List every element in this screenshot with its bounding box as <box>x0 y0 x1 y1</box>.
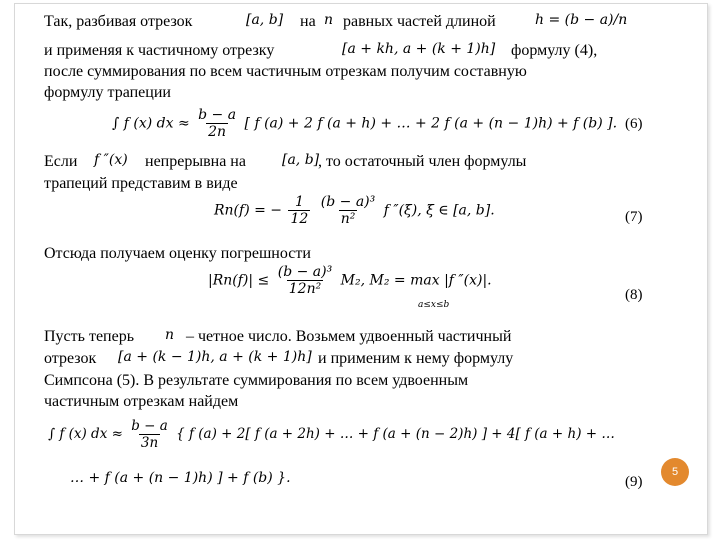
text-line-5b: непрерывна на <box>145 153 246 170</box>
interval-ab: [a, b] <box>246 12 284 28</box>
text-line-2b: формулу (4), <box>511 42 598 59</box>
equation-6 <box>112 107 617 140</box>
text-line-10: Симпсона (5). В результате суммирования по всем удвоенным <box>44 372 469 389</box>
partial-interval: [a + kh, a + (k + 1)h] <box>342 41 496 57</box>
eq6-frac-den: 2n <box>208 124 227 140</box>
eq9-fraction <box>129 418 170 451</box>
eq9-line2-body: … + f (a + (n − 1)h) ] + f (b) }. <box>70 470 291 486</box>
eq6-body: [ f (a) + 2 f (a + h) + … + 2 f (a + (n − 1)h) + f (b) ]. <box>244 115 618 132</box>
eq9-lhs: ∫ f (x) dx ≈ <box>48 426 123 442</box>
text-line-4: формулу трапеции <box>44 84 171 101</box>
text-line-6: трапеций представим в виде <box>44 175 238 192</box>
h-definition: h = (b − a)/n <box>535 12 628 28</box>
text-line-1b: на <box>300 13 316 30</box>
eq7-number: (7) <box>625 209 643 225</box>
second-derivative: f ″(x) <box>94 152 128 168</box>
eq7-fraction-2 <box>319 194 377 227</box>
text-line-1a: Так, разбивая отрезок <box>44 13 193 30</box>
eq7-frac2-den: n² <box>340 211 356 227</box>
text-line-9b: и применим к нему формулу <box>318 350 514 367</box>
eq8-max-limit: a≤x≤b <box>418 300 450 310</box>
text-line-7: Отсюда получаем оценку погрешности <box>44 245 311 262</box>
eq8-fraction <box>276 264 334 297</box>
text-line-5a: Если <box>44 153 78 170</box>
text-line-8b: – четное число. Возьмем удвоенный частичный <box>186 328 512 345</box>
eq6-fraction <box>196 107 238 140</box>
eq7-frac1-num: 1 <box>294 194 304 210</box>
eq7-frac1-den: 12 <box>290 211 309 227</box>
text-line-11: частичным отрезкам найдем <box>44 393 239 410</box>
eq8-frac-num: (b − a)³ <box>277 264 333 280</box>
text-line-1c: равных частей длиной <box>343 13 496 30</box>
equation-8 <box>208 264 492 297</box>
eq6-number: (6) <box>625 116 643 132</box>
double-interval: [a + (k − 1)h, a + (k + 1)h] <box>118 349 312 365</box>
eq7-frac2-num: (b − a)³ <box>320 194 376 210</box>
text-line-5c: , то остаточный член формулы <box>318 153 527 170</box>
interval-ab-2: [a, b] <box>282 152 320 168</box>
eq7-tail: f ″(ξ), ξ ∈ [a, b]. <box>383 202 495 219</box>
eq9-number: (9) <box>625 474 643 490</box>
eq7-fraction-1 <box>288 194 310 227</box>
eq9-line1-body: { f (a) + 2[ f (a + 2h) + … + f (a + (n − 2)h) ] + 4[ f (a + h) + … <box>176 426 615 442</box>
eq6-frac-num: b − a <box>198 107 237 123</box>
eq8-tail: M₂, M₂ = max |f ″(x)|. <box>340 272 492 289</box>
text-line-2a: и применяя к частичному отрезку <box>44 42 275 59</box>
equation-9-line-2 <box>70 470 291 486</box>
equation-7 <box>214 194 495 227</box>
var-n: n <box>324 12 334 28</box>
eq8-lhs: |Rn(f)| ≤ <box>208 272 270 289</box>
var-n-2: n <box>165 327 175 343</box>
eq9-frac-num: b − a <box>131 418 168 434</box>
eq6-lhs: ∫ f (x) dx ≈ <box>112 115 190 132</box>
text-line-8a: Пусть теперь <box>44 328 134 345</box>
eq8-frac-den: 12n² <box>288 281 322 297</box>
page-number-badge: 5 <box>661 458 689 486</box>
eq7-lhs: Rn(f) = − <box>214 202 283 219</box>
equation-9-line-1 <box>48 418 615 451</box>
eq8-number: (8) <box>625 287 643 303</box>
text-line-3: после суммирования по всем частичным отрезкам получим составную <box>44 63 527 80</box>
text-line-9a: отрезок <box>44 350 97 367</box>
eq9-frac-den: 3n <box>140 435 159 451</box>
